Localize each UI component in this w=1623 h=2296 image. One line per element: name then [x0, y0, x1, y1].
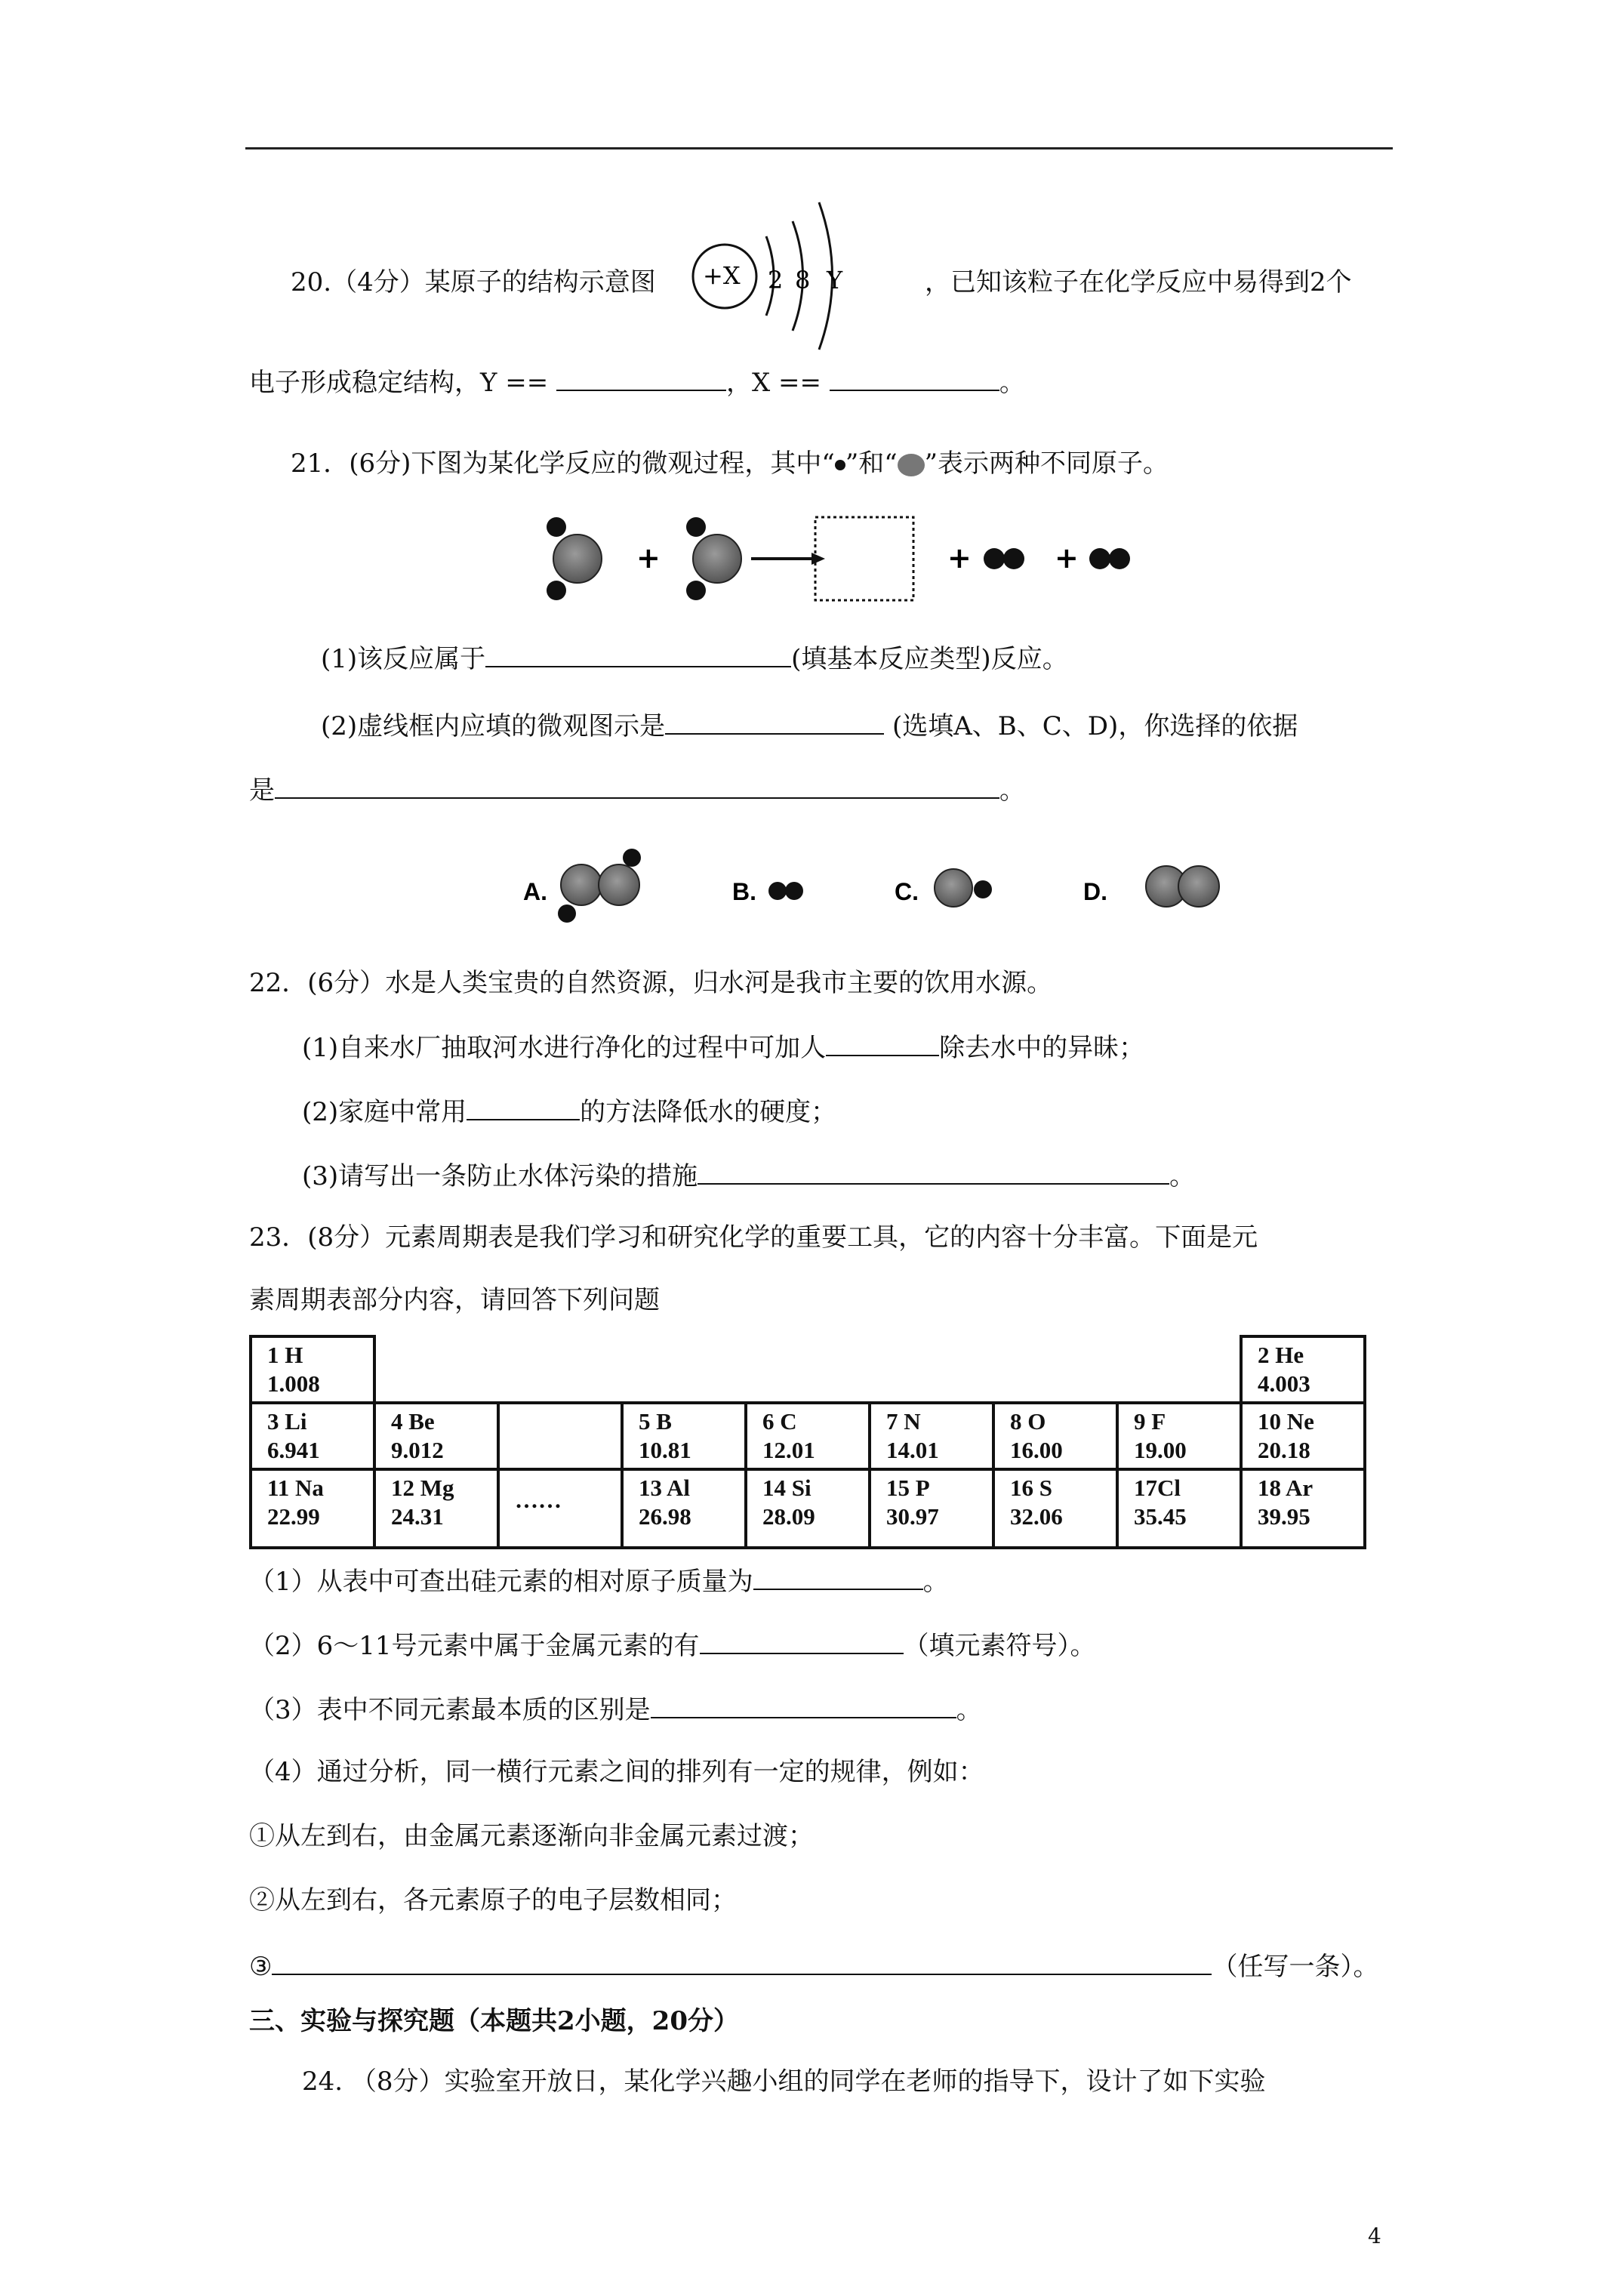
option-a-label: A.: [523, 878, 547, 905]
option-c-label: C.: [895, 878, 919, 905]
q23-rule2-text: ②从左到右，各元素原子的电子层数相同；: [249, 1885, 737, 1915]
element-cell-o: [993, 1403, 1117, 1469]
periodic-table-row-2: [251, 1403, 1365, 1469]
element-symbol: 15 P: [886, 1475, 930, 1501]
option-b-label: B.: [732, 878, 756, 905]
q21-reaction-type-blank[interactable]: [485, 640, 791, 667]
product-1-atom-b: [1003, 548, 1024, 569]
product-1-atom-a: [984, 548, 1005, 569]
option-d-label: D.: [1083, 878, 1107, 905]
option-c-small-atom: [974, 880, 992, 898]
element-mass: 28.09: [762, 1503, 815, 1530]
element-symbol: 8 O: [1010, 1408, 1046, 1435]
element-mass: 20.18: [1258, 1437, 1310, 1463]
q23-rule2: [249, 1884, 737, 1917]
nucleus-label: +X: [703, 261, 741, 290]
q23-sub3: [249, 1691, 982, 1727]
q21-sub2-end: 。: [999, 775, 1025, 806]
q21-choice-blank[interactable]: [665, 707, 884, 735]
element-cell-f: [1117, 1403, 1241, 1469]
q21-stem-b: ”和“: [845, 448, 898, 479]
element-mass: 35.45: [1134, 1503, 1187, 1530]
q20-suffix: ，已知该粒子在化学反应中易得到2个: [925, 267, 1352, 297]
element-cell-be: [374, 1403, 498, 1469]
q23-sub1-blank[interactable]: [753, 1563, 923, 1590]
element-symbol: 3 Li: [267, 1408, 307, 1435]
element-mass: 26.98: [639, 1503, 691, 1530]
q23-sub2-a: （2）6～11号元素中属于金属元素的有: [249, 1631, 700, 1661]
q20-suffix-line: [925, 266, 1352, 299]
plus-sign-1: +: [636, 541, 661, 575]
q22-stem-text: 22．(6分）水是人类宝贵的自然资源，归水河是我市主要的饮用水源。: [249, 968, 1053, 998]
option-a-atom-1: [561, 864, 602, 905]
q22-sub2-a: (2)家庭中常用: [302, 1097, 467, 1127]
q22-sub3: [302, 1157, 1195, 1193]
q23-rule3-a: ③: [249, 1952, 273, 1982]
q23-sub1-b: 。: [922, 1567, 949, 1597]
q23-rule3: [249, 1948, 1378, 1983]
shell-2-count: 8: [795, 266, 811, 294]
q21-stem-c: ”表示两种不同原子。: [924, 448, 1169, 479]
q22-sub3-blank[interactable]: [698, 1157, 1169, 1185]
element-cell-ellipsis: [498, 1469, 622, 1548]
q20-end: 。: [999, 368, 1025, 398]
element-mass: 32.06: [1010, 1503, 1063, 1530]
reactant-2-small-atom-top: [686, 517, 706, 537]
periodic-table-row-1: [251, 1336, 1365, 1403]
q22-sub1: [302, 1029, 1144, 1065]
q20-y-label: 电子形成稳定结构，Y ==: [249, 368, 549, 398]
element-mass: 4.003: [1258, 1370, 1310, 1397]
element-cell-c: [746, 1403, 870, 1469]
q24-stem-text: 24. （8分）实验室开放日，某化学兴趣小组的同学在老师的指导下，设计了如下实验: [302, 2066, 1266, 2097]
q23-stem-2: [249, 1284, 660, 1317]
element-symbol: 5 B: [639, 1408, 672, 1435]
q21-sub2-c: 是: [249, 775, 275, 806]
ellipsis: ……: [515, 1487, 562, 1513]
element-mass: 9.012: [391, 1437, 444, 1463]
element-cell-cl: [1117, 1469, 1241, 1548]
product-2-atom-a: [1089, 548, 1110, 569]
reactant-1-large-atom: [553, 535, 602, 583]
shell-3-count: Y: [827, 266, 843, 294]
element-mass: 14.01: [886, 1437, 939, 1463]
element-symbol: 17Cl: [1134, 1475, 1181, 1501]
element-cell-blank: [498, 1403, 622, 1469]
reactant-1-small-atom-bottom: [547, 581, 566, 600]
q23-sub2-b: （填元素符号）。: [903, 1631, 1096, 1661]
q20-x-label: ，X ==: [726, 368, 822, 398]
element-cell-al: [622, 1469, 746, 1548]
element-cell-b: [622, 1403, 746, 1469]
q20-y-answer-blank[interactable]: [556, 364, 726, 391]
element-symbol: 13 Al: [639, 1475, 691, 1501]
element-mass: 39.95: [1258, 1503, 1310, 1530]
periodic-table: [249, 1335, 1366, 1549]
reaction-arrow-head: [812, 553, 825, 565]
atom-structure-diagram: [683, 195, 879, 353]
q23-sub1: [249, 1563, 949, 1598]
q24-stem: [302, 2065, 1266, 2098]
q22-sub3-b: 。: [1169, 1161, 1196, 1191]
q21-sub1: [321, 640, 1068, 676]
element-mass: 24.31: [391, 1503, 444, 1530]
q20-prefix: 20.（4分）某原子的结构示意图: [291, 267, 656, 297]
q20-line1: [291, 266, 656, 299]
element-cell-he: [1241, 1336, 1365, 1403]
reactant-1-small-atom-top: [547, 517, 566, 537]
option-d-atom-2: [1178, 866, 1219, 907]
element-cell-p: [870, 1469, 993, 1548]
q20-line2: [249, 364, 1025, 399]
q22-sub2-b: 的方法降低水的硬度；: [580, 1097, 837, 1127]
element-symbol: 4 Be: [391, 1408, 435, 1435]
q22-sub3-a: (3)请写出一条防止水体污染的措施: [302, 1161, 698, 1191]
element-symbol: 6 C: [762, 1408, 797, 1435]
element-symbol: 9 F: [1134, 1408, 1166, 1435]
q23-stem-1: [249, 1221, 1258, 1254]
large-atom-icon: [898, 454, 925, 476]
element-cell-s: [993, 1469, 1117, 1548]
q23-rule3-blank[interactable]: [272, 1948, 1212, 1975]
q21-sub2: [321, 707, 1298, 743]
option-b-atom-2: [785, 882, 803, 900]
plus-sign-2: +: [947, 541, 972, 575]
q23-sub4-text: （4）通过分析，同一横行元素之间的排列有一定的规律，例如：: [249, 1757, 984, 1787]
element-symbol: 14 Si: [762, 1475, 812, 1501]
page-number: 4: [1368, 2224, 1381, 2248]
element-mass: 30.97: [886, 1503, 939, 1530]
element-mass: 12.01: [762, 1437, 815, 1463]
element-cell-si: [746, 1469, 870, 1548]
shell-1-count: 2: [768, 266, 784, 294]
q23-sub3-blank[interactable]: [651, 1691, 956, 1718]
option-c-large-atom: [935, 869, 972, 907]
option-b-atom-1: [768, 882, 787, 900]
element-cell-li: [251, 1403, 374, 1469]
q21-stem: [291, 447, 1169, 480]
element-mass: 22.99: [267, 1503, 320, 1530]
q23-rule3-b: （任写一条）。: [1212, 1952, 1379, 1982]
element-cell-ar: [1241, 1469, 1365, 1548]
element-symbol: 11 Na: [267, 1475, 324, 1501]
section-3-text: 三、实验与探究题（本题共2小题，20分）: [249, 2006, 739, 2036]
q21-reason-blank[interactable]: [275, 772, 999, 799]
q23-sub1-a: （1）从表中可查出硅元素的相对原子质量为: [249, 1567, 753, 1597]
header-rule: [245, 147, 1393, 149]
reaction-diagram: [540, 506, 1159, 612]
q23-sub3-b: 。: [956, 1695, 982, 1725]
q23-stem2-text: 素周期表部分内容，请回答下列问题: [249, 1285, 660, 1315]
element-cell-na: [251, 1469, 374, 1548]
element-cell-ne: [1241, 1403, 1365, 1469]
element-mass: 6.941: [267, 1437, 320, 1463]
element-symbol: 7 N: [886, 1408, 921, 1435]
q21-stem-a: 21．(6分)下图为某化学反应的微观过程，其中“: [291, 448, 835, 479]
product-2-atom-b: [1109, 548, 1130, 569]
q21-sub2-a: (2)虚线框内应填的微观图示是: [321, 711, 666, 741]
q22-sub2: [302, 1093, 836, 1129]
q21-sub1-a: (1)该反应属于: [321, 644, 486, 674]
q22-sub1-blank[interactable]: [826, 1029, 939, 1056]
q21-sub2-reason: [249, 772, 1025, 807]
element-mass: 1.008: [267, 1370, 320, 1397]
element-mass: 10.81: [639, 1437, 691, 1463]
periodic-table-row-3: [251, 1469, 1365, 1548]
element-symbol: 1 H: [267, 1342, 303, 1368]
q22-sub2-blank[interactable]: [467, 1093, 580, 1120]
q23-sub4: [249, 1755, 984, 1789]
element-symbol: 16 S: [1010, 1475, 1052, 1501]
q22-sub1-b: 除去水中的异昧；: [939, 1033, 1145, 1063]
reactant-2-large-atom: [693, 535, 741, 583]
answer-options-diagram: [517, 838, 1242, 929]
option-a-atom-2: [599, 864, 639, 905]
q21-sub2-b: (选填A、B、C、D)，你选择的依据: [892, 711, 1298, 741]
option-a-small-1: [623, 849, 641, 867]
small-atom-icon: [835, 460, 845, 470]
option-a-small-2: [558, 905, 576, 923]
q21-sub1-b: (填基本反应类型)反应。: [791, 644, 1068, 674]
q22-stem: [249, 966, 1052, 1000]
section-3-heading: [249, 2005, 739, 2038]
element-mass: 19.00: [1134, 1437, 1187, 1463]
element-symbol: 2 He: [1258, 1342, 1304, 1368]
element-symbol: 18 Ar: [1258, 1475, 1313, 1501]
q23-rule1-text: ①从左到右，由金属元素逐渐向非金属元素过渡；: [249, 1821, 814, 1851]
q23-sub2: [249, 1627, 1096, 1663]
element-cell-h: [251, 1336, 374, 1403]
q20-x-answer-blank[interactable]: [830, 364, 999, 391]
plus-sign-3: +: [1055, 541, 1079, 575]
q23-sub2-blank[interactable]: [700, 1627, 904, 1654]
element-cell-mg: [374, 1469, 498, 1548]
element-mass: 16.00: [1010, 1437, 1063, 1463]
reactant-2-small-atom-bottom: [686, 581, 706, 600]
q22-sub1-a: (1)自来水厂抽取河水进行净化的过程中可加人: [302, 1033, 827, 1063]
element-symbol: 10 Ne: [1258, 1408, 1314, 1435]
element-symbol: 12 Mg: [391, 1475, 454, 1501]
dashed-answer-box: [815, 517, 913, 600]
q23-rule1: [249, 1820, 814, 1853]
element-cell-n: [870, 1403, 993, 1469]
q23-sub3-a: （3）表中不同元素最本质的区别是: [249, 1695, 651, 1725]
q23-stem1-text: 23．(8分）元素周期表是我们学习和研究化学的重要工具，它的内容十分丰富。下面是元: [249, 1222, 1258, 1253]
